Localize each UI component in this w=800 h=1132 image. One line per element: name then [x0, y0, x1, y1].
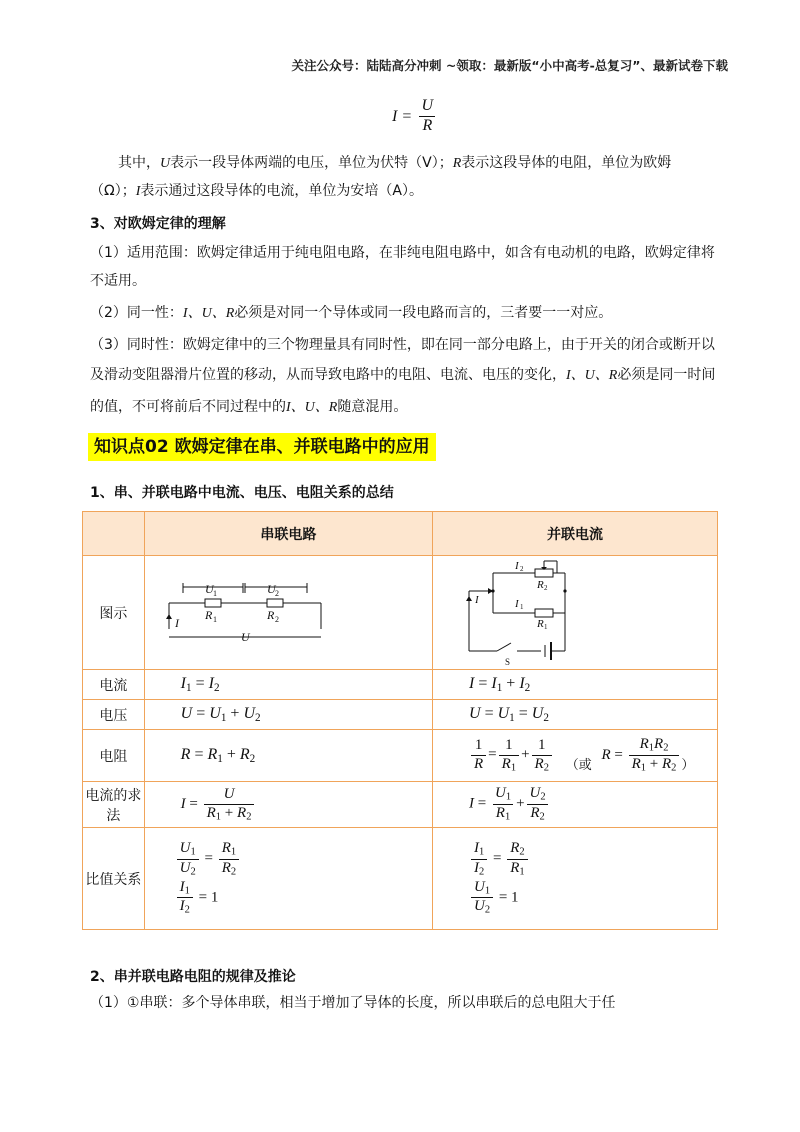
- ohms-law-formula: I = $\frac{U}{R}$: [392, 98, 438, 135]
- svg-text:1: 1: [544, 622, 548, 631]
- svg-text:2: 2: [520, 564, 524, 573]
- row-label-voltage: 电压: [83, 700, 145, 730]
- series-circuit-diagram: [145, 557, 409, 669]
- series-voltage: $U = U_1 + U_2$: [144, 700, 432, 730]
- section-1-title: 1、串、并联电路中电流、电压、电阻关系的总结: [90, 485, 394, 501]
- parallel-current: $I = I_1 + I_2$: [433, 670, 718, 700]
- row-label-diagram: 图示: [83, 556, 145, 670]
- sec3-p3: （3）同时性：欧姆定律中的三个物理量具有同时性，即在同一部分电路上，由于开关的闭合或断开以: [90, 337, 715, 353]
- series-resistance: $R = R_1 + R_2$: [144, 730, 432, 782]
- label-parallel-I: I: [475, 593, 479, 606]
- section-2-title: 2、串并联电路电阻的规律及推论: [90, 969, 296, 985]
- summary-table: [82, 511, 718, 930]
- series-current-calc: I = $\frac{U}{R_1 + R_2}$: [144, 782, 432, 828]
- label-I: I: [174, 615, 179, 630]
- parallel-diagram-cell: [433, 556, 718, 670]
- section-3-title: 3、对欧姆定律的理解: [90, 216, 226, 232]
- parallel-circuit-diagram: [433, 557, 717, 669]
- label-U1: U: [204, 581, 214, 596]
- row-label-current: 电流: [83, 670, 145, 700]
- label-switch-S: S: [505, 656, 511, 667]
- label-R1: R: [204, 607, 212, 622]
- svg-text:2: 2: [274, 588, 279, 598]
- svg-text:1: 1: [212, 588, 217, 598]
- parallel-resistance: $\frac{1}{R}$ = $\frac{1}{R_1}$ + $\frac{1}{R_2}$ （或 R = $\frac{R_1R_2}{R_1 + R_2}$ ）: [433, 730, 718, 782]
- parallel-voltage: $U = U_1 = U_2$: [433, 700, 718, 730]
- formula-explanation-2: （Ω）；I表示通过这段导体的电流，单位为安培（A）。: [90, 183, 423, 199]
- formula-explanation: 其中，U表示一段导体两端的电压，单位为伏特（V）；R表示这段导体的电阻，单位为欧姆: [118, 155, 672, 171]
- label-parallel-I2: I: [515, 559, 519, 572]
- sec2-p1: （1）①串联：多个导体串联，相当于增加了导体的长度，所以串联后的总电阻大于任: [90, 995, 616, 1011]
- row-label-ratio: 比值关系: [83, 828, 145, 930]
- close-paren: ）: [681, 757, 695, 773]
- label-parallel-I1: I: [515, 597, 519, 610]
- label-R2: R: [266, 607, 274, 622]
- label-parallel-R1: R: [537, 617, 544, 630]
- or-text: （或: [565, 757, 592, 773]
- header-series: 串联电路: [144, 512, 432, 556]
- page-header: 关注公众号：陆陆高分冲刺 ~领取：最新版“小中高考-总复习”、最新试卷下载: [291, 58, 728, 73]
- label-U2: U: [266, 581, 276, 596]
- sec3-p3c: 的值，不可将前后不同过程中的I、U、R随意混用。: [90, 399, 408, 415]
- sec3-p3b: 及滑动变阻器滑片位置的移动，从而导致电路中的电阻、电流、电压的变化，I、U、R必须是同一时间: [90, 367, 716, 383]
- svg-text:2: 2: [274, 614, 279, 624]
- series-current: $I_1 = I_2$: [144, 670, 432, 700]
- series-diagram-cell: [144, 556, 432, 670]
- sec3-p2: （2）同一性：I、U、R必须是对同一个导体或同一段电路而言的，三者要一一对应。: [90, 305, 613, 321]
- svg-text:1: 1: [520, 602, 524, 611]
- label-U: U: [240, 629, 250, 644]
- label-parallel-R2: R: [537, 578, 544, 591]
- header-empty: [83, 512, 145, 556]
- parallel-ratio: $\frac{I_1}{I_2}$ = $\frac{R_2}{R_1}$ $\frac{U_1}{U_2}$ = 1: [433, 828, 718, 930]
- row-label-resistance: 电阻: [83, 730, 145, 782]
- header-parallel: 并联电流: [433, 512, 718, 556]
- svg-text:1: 1: [212, 614, 217, 624]
- svg-text:2: 2: [544, 583, 548, 592]
- sec3-p1: （1）适用范围：欧姆定律适用于纯电阻电路，在非纯电阻电路中，如含有电动机的电路，欧姆定律将: [90, 245, 715, 261]
- parallel-current-calc: I = $\frac{U_1}{R_1}$ + $\frac{U_2}{R_2}$: [433, 782, 718, 828]
- row-label-current-calc: 电流的求法: [83, 782, 145, 828]
- series-ratio: $\frac{U_1}{U_2}$ = $\frac{R_1}{R_2}$ $\frac{I_1}{I_2}$ = 1: [144, 828, 432, 930]
- sec3-p1b: 不适用。: [90, 273, 146, 289]
- knowledge-point-title: 知识点02 欧姆定律在串、并联电路中的应用: [88, 433, 436, 461]
